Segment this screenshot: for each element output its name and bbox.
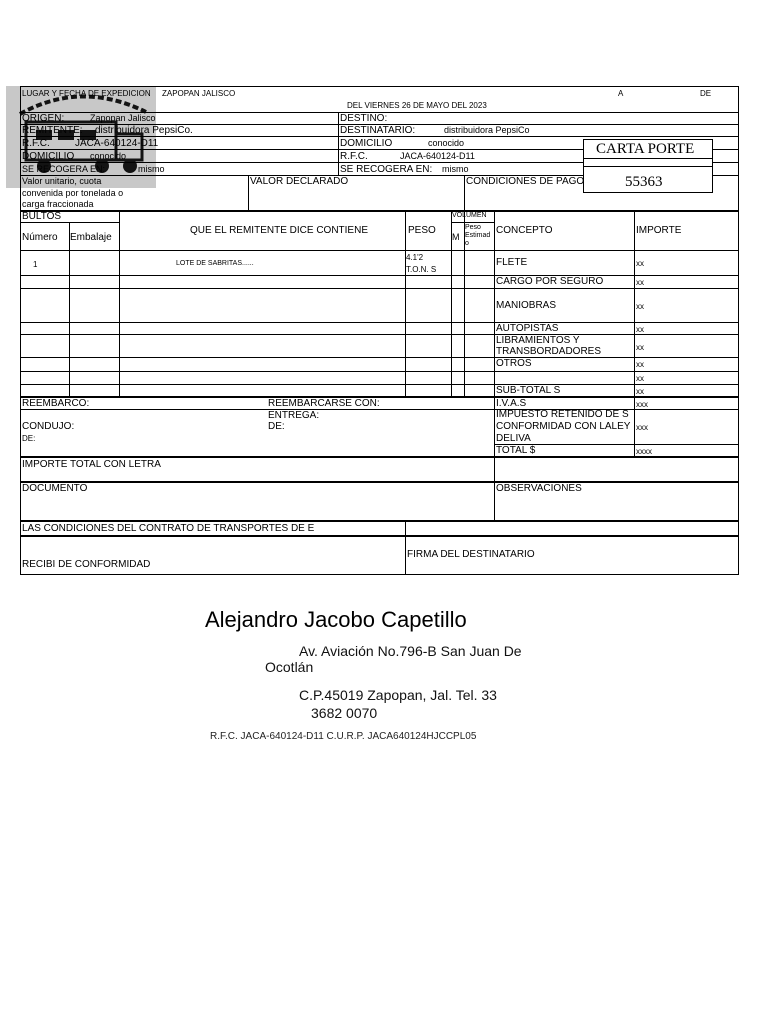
importe-letra-label: IMPORTE TOTAL CON LETRA [22,459,161,470]
de-label: DE [700,89,712,98]
item-peso-line2: T.O.N. S [406,265,437,274]
concepto-autopistas: AUTOPISTAS [496,323,559,334]
valor-unitario-line1: Valor unitario, cuota [22,176,102,186]
issuer-name: Alejandro Jacobo Capetillo [205,607,467,632]
line [20,136,739,137]
item-peso-line1: 4.1'2 [406,253,424,262]
importe-autopistas: xx [636,325,644,334]
line [119,211,120,397]
embalaje-header: Embalaje [70,232,112,243]
items-table [20,211,739,397]
line [248,175,249,211]
numero-header: Número [22,232,58,243]
importe-otros: xx [636,360,644,369]
lugar-label: LUGAR Y FECHA DE EXPEDICION [22,89,151,98]
line [20,250,739,251]
importe-maniobras: xx [636,302,644,311]
remitente-value: distribuidora PepsiCo. [95,125,193,136]
importe-seguro: xx [636,278,644,287]
peso-estimado-line2: Estimad [465,232,491,239]
observaciones-label: OBSERVACIONES [496,483,582,494]
line [20,275,739,276]
peso-header: PESO [408,225,436,236]
recibi-label: RECIBI DE CONFORMIDAD [22,559,151,570]
line [583,166,713,167]
peso-estimado-line1: Peso [465,224,481,231]
recogera-dest-value: mismo [442,164,469,174]
line [464,175,465,211]
destinatario-label: DESTINATARIO: [340,125,416,136]
condiciones-contrato-label: LAS CONDICIONES DEL CONTRATO DE TRANSPORTES DE E [22,523,315,534]
peso-estimado-line3: o [465,240,469,247]
importe-total: xxxx [636,447,652,456]
volumen-header: VOLUMEN [452,212,487,219]
reembarcarse-label: REEMBARCARSE CON: [268,398,380,409]
origen-value: Zapopan Jalisco [90,113,156,123]
item-contiene: LOTE DE SABRITAS...... [176,260,254,267]
concepto-header: CONCEPTO [496,225,553,236]
line [583,158,713,159]
concepto-libramientos-line2: TRANSBORDADORES [496,346,602,357]
condiciones-pago-label: CONDICIONES DE PAGO [466,176,585,187]
concepto-libramientos-line1: LIBRAMIENTOS Y [496,335,580,346]
line [69,222,70,397]
valor-unitario-line3: carga fraccionada [22,199,94,209]
issuer-rfc-curp: R.F.C. JACA-640124-D11 C.U.R.P. JACA640124HJCCPL05 [210,731,477,742]
recogera-dest-label: SE RECOGERA EN: [340,164,433,175]
remitente-label: REMITENTE: [22,125,83,136]
line [20,357,739,358]
importe-subtotal: xx [636,387,644,396]
concepto-impuesto-line3: DELIVA [496,433,531,444]
destinatario-value: distribuidora PepsiCo [444,125,530,135]
rfc-dest-value: JACA-640124-D11 [400,151,475,161]
domicilio-dest-label: DOMICILIO [340,138,393,149]
importe-impuesto: xxx [636,423,648,432]
line [20,322,739,323]
carta-porte-number: 55363 [625,174,663,190]
condujo-de-label: DE: [22,434,36,443]
concepto-seguro: CARGO POR SEGURO [496,276,604,287]
line [405,211,406,397]
a-label: A [618,89,624,98]
importe-libramientos: xx [636,343,644,352]
line [20,409,495,410]
rfc-dest-label: R.F.C. [340,151,368,162]
line [20,288,739,289]
issuer-cp-line2: 3682 0070 [311,705,378,721]
concepto-flete: FLETE [496,257,528,268]
origen-label: ORIGEN: [22,113,65,124]
carta-porte-title: CARTA PORTE [596,141,695,157]
line [20,384,739,385]
entrega-de-label: DE: [268,421,285,432]
importe-blank: xx [636,374,644,383]
rfc-origin-value: JACA-640124-D11 [75,138,159,149]
entrega-label: ENTREGA: [268,410,320,421]
contiene-header: QUE EL REMITENTE DICE CONTIENE [190,225,368,236]
reembarco-label: REEMBARCO: [22,398,90,409]
concepto-otros: OTROS [496,358,532,369]
concepto-ivas: I.V.A.S [496,398,527,409]
concepto-total: TOTAL $ [496,445,536,456]
recogera-origin-label: SE RECOGERA EN: [22,164,106,174]
valor-unitario-line2: convenida por tonelada o [22,188,124,198]
line [20,334,739,335]
importe-flete: xx [636,259,644,268]
valor-declarado-label: VALOR DECLARADO [250,176,349,187]
line [451,222,494,223]
importe-header: IMPORTE [636,225,682,236]
concepto-impuesto-line2: CONFORMIDAD CON LALEY [496,421,631,432]
importe-ivas: xxx [636,400,648,409]
line [20,371,739,372]
destino-label: DESTINO: [340,113,388,124]
item-numero: 1 [33,260,38,269]
concepto-maniobras: MANIOBRAS [496,300,557,311]
line [338,112,339,175]
rfc-origin-label: R.F.C. [22,138,50,149]
firma-label: FIRMA DEL DESTINATARIO [407,549,535,560]
issuer-address-line2: Ocotlán [265,659,314,675]
domicilio-dest-value: conocido [428,138,465,148]
recogera-origin-value: mismo [138,164,165,174]
issuer-address-line1: Av. Aviación No.796-B San Juan De [299,643,522,659]
documento-box [20,482,739,521]
concepto-subtotal: SUB-TOTAL S [496,385,561,396]
fecha-value: DEL VIERNES 26 DE MAYO DEL 2023 [347,101,487,110]
issuer-cp-line1: C.P.45019 Zapopan, Jal. Tel. 33 [299,687,497,703]
m-header: M [452,232,460,242]
concepto-impuesto-line1: IMPUESTO RETENIDO DE S [496,409,629,420]
bultos-header: BULTOS [22,211,62,222]
domicilio-origin-value: conocido [90,151,127,161]
documento-label: DOCUMENTO [22,483,88,494]
condujo-label: CONDUJO: [22,421,75,432]
domicilio-origin-label: DOMICILIO [22,151,75,162]
lugar-value: ZAPOPAN JALISCO [162,89,236,98]
